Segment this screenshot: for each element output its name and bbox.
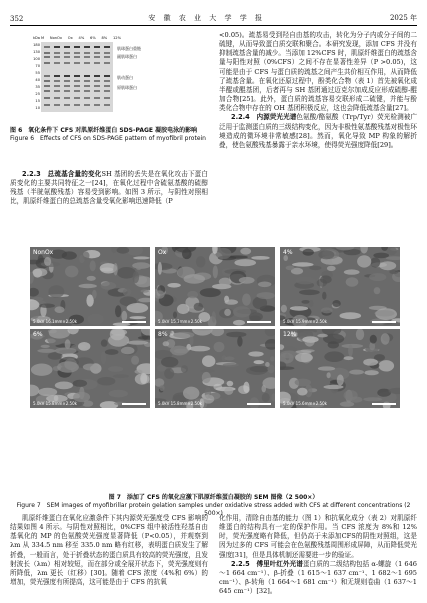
gel-marker-label: 35 — [35, 85, 40, 89]
gel-band — [54, 104, 60, 106]
gel-marker-label: 25 — [35, 92, 40, 96]
gel-band — [64, 56, 70, 58]
gel-band — [104, 75, 110, 77]
figure-7-caption-cn: 图 7 添加了 CFS 的氧化应激下肌原纤维蛋白凝胶的 SEM 图像（2 500×） — [108, 494, 319, 501]
sem-panel — [30, 247, 150, 326]
label-tropomyosin: 原肌球蛋白 — [117, 85, 137, 90]
gel-band — [74, 75, 80, 77]
gel-band — [64, 52, 70, 54]
gel-lane-header: NonOx — [49, 36, 63, 40]
figure-6-caption-en: Effects of CFS on SDS-PAGE pattern of myofibril protein — [40, 135, 206, 142]
gel-band — [44, 62, 50, 64]
gel-band — [64, 97, 70, 99]
gel-marker-label: 40 — [35, 78, 40, 82]
label-actin: 肌动蛋白 — [117, 75, 133, 80]
gel-band — [84, 104, 90, 106]
gel-band — [74, 52, 80, 54]
gel-band — [44, 80, 50, 82]
gel-lane-headers — [41, 36, 121, 40]
gel-marker-label: 70 — [35, 64, 40, 68]
sem-panel-label: 12% — [283, 331, 297, 338]
gel-band — [94, 80, 100, 82]
gel-band — [54, 90, 60, 92]
gel-band — [84, 46, 90, 48]
gel-band — [64, 80, 70, 82]
gel-lane-header: Ox — [67, 36, 73, 40]
gel-band — [44, 56, 50, 58]
gel-band — [104, 46, 110, 48]
gel-band — [84, 97, 90, 99]
figure-7-sem-grid — [30, 247, 400, 492]
gel-band — [44, 104, 50, 106]
gel-band — [64, 104, 70, 106]
gel-band — [104, 56, 110, 58]
sem-panel-info: 5.0kV 15.3mm×2.50k — [158, 319, 202, 324]
sem-texture — [155, 329, 275, 408]
sem-panel-info: 5.0kV 15.6mm×2.50k — [283, 401, 327, 406]
figure-6-caption-cn: 图 6 氧化条件下 CFS 对肌原纤维蛋白 SDS-PAGE 凝胶电泳的影响 — [10, 127, 198, 134]
gel-band — [104, 62, 110, 64]
gel-band — [64, 62, 70, 64]
section-heading-2-2-5: 2.2.5 傅里叶红外光谱 — [231, 559, 303, 568]
gel-band — [44, 85, 50, 87]
gel-band — [94, 56, 100, 58]
gel-marker-label: 100 — [33, 57, 40, 61]
sem-panel-label: 6% — [33, 331, 43, 338]
gel-band — [94, 85, 100, 87]
gel-band — [84, 52, 90, 54]
gel-band — [74, 56, 80, 58]
gel-band — [94, 104, 100, 106]
figure-6-caption — [10, 127, 208, 143]
gel-band — [44, 97, 50, 99]
gel-band — [74, 85, 80, 87]
gel-band — [94, 97, 100, 99]
gel-band — [44, 75, 50, 77]
sem-panel-info: 5.0kV 15.8mm×2.50k — [33, 401, 77, 406]
sem-panel — [280, 247, 400, 326]
gel-marker-label: 10 — [35, 106, 40, 110]
gel-band — [94, 90, 100, 92]
sem-scale-bar — [122, 321, 146, 323]
gel-lane-header: 12% — [113, 36, 121, 40]
gel-band — [84, 85, 90, 87]
figure-6-gel — [29, 36, 174, 124]
gel-band — [74, 104, 80, 106]
left-column-bottom — [10, 514, 208, 587]
gel-band — [64, 46, 70, 48]
page-number: 352 — [10, 15, 24, 23]
gel-band — [54, 80, 60, 82]
running-header — [10, 9, 417, 26]
header-year: 2025 年 — [389, 14, 417, 22]
gel-band — [54, 46, 60, 48]
gel-marker-label: 55 — [35, 71, 40, 75]
sem-panel-info: 5.0kV 15.8mm×2.50k — [158, 401, 202, 406]
gel-band — [64, 90, 70, 92]
sem-panel-label: 4% — [283, 249, 293, 256]
gel-band — [104, 97, 110, 99]
gel-lane-header: 4% — [78, 36, 85, 40]
figure-6-caption-label: Figure 6 — [10, 135, 35, 142]
section-heading-2-2-3: 2.2.3 总巯基含量的变化 — [22, 170, 102, 178]
sem-scale-bar — [247, 321, 271, 323]
sem-panel — [280, 329, 400, 408]
left-column-top — [10, 170, 208, 207]
sem-scale-bar — [372, 403, 396, 405]
gel-lane-header: M — [41, 36, 45, 40]
gel-band — [94, 62, 100, 64]
gel-band — [54, 52, 60, 54]
gel-band — [104, 90, 110, 92]
gel-band — [54, 75, 60, 77]
gel-band — [74, 80, 80, 82]
gel-band — [64, 75, 70, 77]
gel-band — [44, 52, 50, 54]
gel-band-labels — [117, 42, 173, 112]
gel-band — [54, 56, 60, 58]
gel-marker-label: kDa — [32, 36, 40, 40]
gel-band — [84, 75, 90, 77]
section-heading-2-2-4: 2.2.4 内源荧光光谱 — [231, 113, 297, 122]
gel-band — [44, 90, 50, 92]
gel-band — [84, 62, 90, 64]
paragraph: 蛋白质的二级结构包括 α-螺旋（1 646～1 664 cm⁻¹）、β-折叠（1 615～1 637 cm⁻¹、1 682～1 695 cm⁻¹）、β-转角（1 664～1 681 cm⁻¹）和无规则卷曲（1 637～1 645 cm⁻¹）[32]。 — [219, 559, 417, 596]
paragraph: <0.05)。巯基易受到羟自由基的攻击，转化为分子内或分子间的二硫键，从而导致蛋白质交联和聚合。本研究发现，添加 CFS 并没有抑制巯基含量的减少。当添加 12%CFS 时，肌原纤维蛋白的巯基含量与阳性对照（0%CFS）之间不存在显著性差异（P >0.05)，这可能是由于 CFS 与蛋白质的巯基之间产生共价相互作用，从而降低了巯基含量。在氧化还原过程中，酚类化合物（表 1）首先被氧化成半醌或醌基团，后者再与 SH 基团通过迈克尔加成反应形成硫醇-醌加合物[25]。此外，蛋白质的巯基容易交联形成二硫键，并能与酚类化合物中存在的 OH 基团积极反应，这也会降低巯基含量[27]。 — [219, 31, 417, 113]
gel-band — [104, 85, 110, 87]
sem-panel-info: 5.0kV 16.1mm×2.50k — [33, 319, 77, 324]
gel-band — [44, 46, 50, 48]
sem-panel-label: Ox — [158, 249, 167, 256]
sem-scale-bar — [247, 403, 271, 405]
gel-band — [54, 85, 60, 87]
gel-band — [94, 46, 100, 48]
sem-texture — [30, 247, 150, 326]
gel-image — [41, 42, 113, 112]
figure-7-caption-en: Figure 7 SEM images of myofibrillar protein gelation samples under oxidative stress added with CFS at different concentrations (2 500×) — [16, 502, 411, 517]
paragraph: 色氨酸/酪氨酸（Trp/Tyr）荧光检测被广泛用于监测蛋白质的三级结构变化，因为非极性氨基酸残基对极性环境造成的微环境非常敏感[28]。然而，氧化导致 MP 构象的解折叠，使色氨酸残基暴露于亲水环境，使得荧光强度降低[29]。 — [219, 113, 417, 149]
gel-band — [94, 75, 100, 77]
gel-band — [54, 97, 60, 99]
sem-panel — [155, 329, 275, 408]
gel-band — [84, 56, 90, 58]
right-column-bottom — [219, 514, 417, 596]
sem-texture — [155, 247, 275, 326]
gel-band — [104, 52, 110, 54]
gel-marker-ladder — [29, 36, 41, 112]
gel-band — [104, 104, 110, 106]
gel-band — [74, 90, 80, 92]
gel-band — [74, 97, 80, 99]
gel-band — [94, 52, 100, 54]
gel-marker-label: 15 — [35, 99, 40, 103]
sem-panel — [155, 247, 275, 326]
label-myosin-heavy-chain: 肌球蛋白重链 — [117, 46, 141, 51]
sem-panel-label: NonOx — [33, 249, 54, 256]
right-column-top — [219, 31, 417, 150]
sem-panel — [30, 329, 150, 408]
sem-texture — [30, 329, 150, 408]
sem-panel-info: 5.0kV 15.9mm×2.50k — [283, 319, 327, 324]
gel-band — [54, 62, 60, 64]
gel-band — [74, 46, 80, 48]
paragraph: 肌原纤维蛋白在氧化应激条件下其内源荧光强度受 CFS 影响的结果如图 4 所示。与阴性对照相比，0%CFS 组中被活性羟基自由基氧化的 MP 的色氨酸荧光强度显著降低（P<0.05），并观察到 λm 从 334.5 nm 移至 335.0 nm 略有红移，表明蛋白质发生了解折叠，一般而言，处于折叠状态的蛋白质具有较高的荧光强度，且发射波长（λm）相对较短，而在部分或全展开状态下，荧光强度则有所降低，λm 更长（红移）[30]。随着 CFS 浓度（4%和 6%）的增加，荧光强度有所提高，这可能是由于 CFS 的抗氧 — [10, 514, 208, 587]
gel-band — [84, 80, 90, 82]
gel-lane-header: 8% — [101, 36, 108, 40]
sem-texture — [280, 247, 400, 326]
sem-texture — [280, 329, 400, 408]
paragraph: 化作用，清除自由基的能力（图 1）和抗氧化成分（表 2）对肌原纤维蛋白的结构具有一定的保护作用。当 CFS 浓度为 8%和 12%时，荧光强度略有降低，但仍高于未添加CFS的阴性对照组，这是因为过多的 CFS 可能会在色氨酸残基周围形成屏障，从而降低荧光强度[31]，但是具体机制还需要进一步的验证。 — [219, 514, 417, 559]
gel-band — [84, 90, 90, 92]
gel-marker-label: 180 — [33, 43, 40, 47]
gel-band — [104, 80, 110, 82]
gel-marker-label: 130 — [33, 50, 40, 54]
sem-scale-bar — [372, 321, 396, 323]
label-paramyosin: 副肌球蛋白 — [117, 54, 137, 59]
sem-scale-bar — [122, 403, 146, 405]
gel-band — [64, 85, 70, 87]
gel-lane-header: 6% — [90, 36, 96, 40]
paragraph: SH 基团的丢失是在氧化攻击下蛋白质变化的主要共同特征之一[24]，在氧化过程中含硫氨基酸的硫醇残基（半胱氨酸残基）容易受到影响。如图 3 所示，与阴性对照相比，肌原纤维蛋白的总巯基含量受氧化影响迅速降低（P — [10, 170, 208, 206]
sem-panel-label: 8% — [158, 331, 168, 338]
journal-title: 安 徽 农 业 大 学 学 报 — [148, 14, 265, 22]
gel-band — [74, 62, 80, 64]
